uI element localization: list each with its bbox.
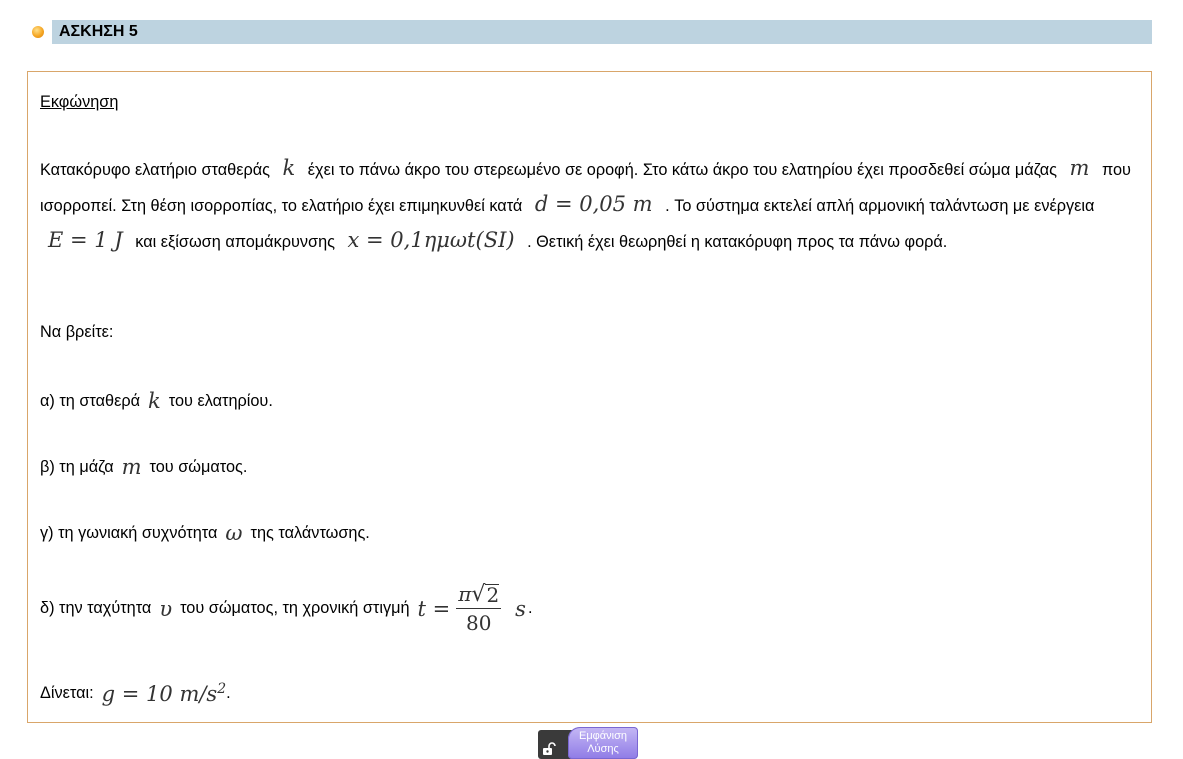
question-text: του ελατηρίου. — [168, 391, 273, 410]
exponent: 2 — [217, 681, 227, 697]
question-d — [40, 582, 532, 635]
math-symbol: k — [282, 156, 296, 180]
bullet-icon — [32, 26, 44, 38]
math-expression: t = — [417, 596, 451, 621]
statement-text: . Θετική έχει θεωρηθεί η κατακόρυφη προς τα πάνω φορά. — [527, 233, 948, 251]
question-text: του σώματος, τη χρονική στιγμή — [180, 599, 410, 617]
math-expression: E = 1 J — [48, 228, 123, 252]
statement-text: έχει το πάνω άκρο του στερεωμένο σε οροφή. Στο κάτω άκρο του ελατηρίου έχει προσδεθεί σώμα μάζας — [307, 161, 1057, 179]
statement-text: και εξίσωση απομάκρυνσης — [135, 233, 335, 251]
math-symbol: m — [1069, 156, 1090, 180]
math-expression: d = 0,05 m — [534, 192, 653, 216]
question-text: του σώματος. — [149, 457, 248, 476]
radicand: 2 — [486, 583, 500, 607]
statement-text: Κατακόρυφο ελατήριο σταθεράς — [40, 161, 270, 179]
question-c — [40, 521, 370, 545]
fraction-denominator: 80 — [465, 611, 492, 635]
show-solution-button[interactable] — [538, 727, 638, 759]
math-expression — [94, 681, 226, 706]
problem-statement — [40, 151, 1135, 259]
solution-button-line1: Εμφάνιση — [578, 730, 628, 742]
time-unit: s — [515, 596, 526, 621]
gravity-equation: g = 10 m/s — [101, 682, 218, 706]
given-label: Δίνεται: — [40, 684, 94, 702]
math-symbol: ω — [225, 521, 243, 545]
math-expression: x = 0,1ημωt(SI) — [347, 228, 515, 252]
solution-button-line2: Λύσης — [587, 743, 619, 755]
question-text: γ) τη γωνιακή συχνότητα — [40, 523, 218, 542]
section-title: Εκφώνηση — [40, 93, 119, 111]
fraction-numerator — [456, 582, 501, 609]
given-data — [40, 681, 231, 706]
question-text: δ) την ταχύτητα — [40, 599, 152, 617]
statement-text: . Το σύστημα εκτελεί απλή αρμονική ταλάντωση με ενέργεια — [665, 197, 1095, 215]
solution-button-label — [568, 730, 638, 756]
unlock-icon — [542, 742, 556, 756]
exercise-content-box — [27, 71, 1152, 723]
time-fraction — [456, 582, 501, 635]
sentence-end: . — [226, 684, 231, 702]
question-b — [40, 455, 247, 479]
square-root — [471, 584, 499, 606]
radical-sign-icon: √ — [471, 582, 486, 607]
statement-text: που ισορροπεί. Στη θέση ισορροπίας, το ελατήριο έχει επιμηκυνθεί κατά — [40, 161, 1131, 215]
solution-button-face — [568, 727, 638, 759]
question-a — [40, 389, 273, 413]
question-text: της ταλάντωσης. — [250, 523, 370, 542]
find-prompt: Να βρείτε: — [40, 323, 114, 341]
math-symbol: k — [148, 389, 161, 413]
question-text: β) τη μάζα — [40, 457, 114, 476]
exercise-title: ΑΣΚΗΣΗ 5 — [59, 23, 138, 40]
pi-symbol: π — [458, 582, 472, 606]
question-text: α) τη σταθερά — [40, 391, 141, 410]
math-symbol: υ — [159, 596, 173, 621]
sentence-end: . — [527, 599, 533, 617]
exercise-header-bar — [52, 20, 1152, 44]
math-symbol: m — [121, 455, 142, 479]
